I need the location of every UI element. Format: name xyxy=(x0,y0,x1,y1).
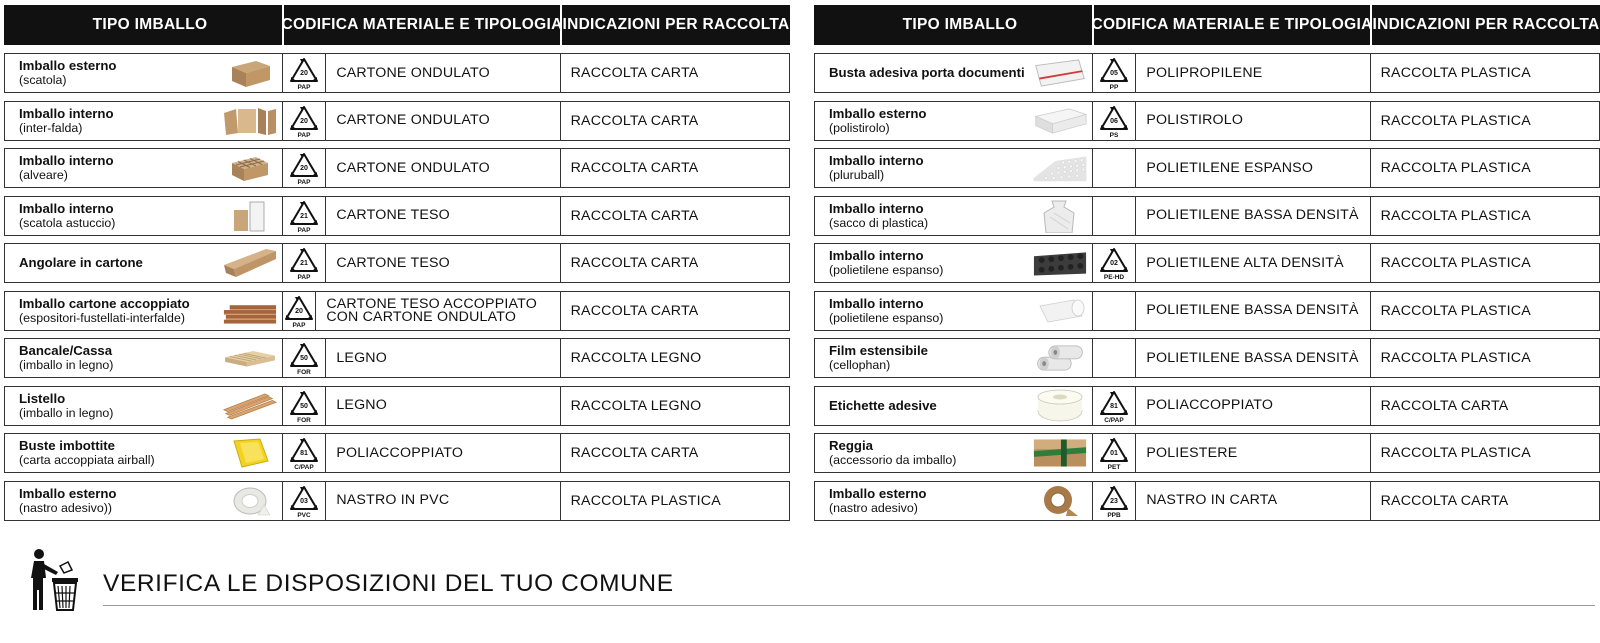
material-cell xyxy=(1092,102,1369,140)
packaging-subtitle: (imballo in legno) xyxy=(19,358,114,372)
collection-cell xyxy=(560,434,789,472)
collection-cell xyxy=(1370,149,1599,187)
packaging-subtitle: (inter-falda) xyxy=(19,120,83,135)
collection-cell xyxy=(1370,482,1599,520)
padded-image xyxy=(222,437,278,469)
packaging-cell xyxy=(5,244,282,282)
packaging-title: Imballo esterno xyxy=(19,58,117,73)
recycle-code-icon xyxy=(283,339,326,377)
collection-cell xyxy=(1370,434,1599,472)
labels-image xyxy=(1032,390,1088,422)
collection-cell xyxy=(1370,244,1599,282)
recycle-code-icon xyxy=(283,102,326,140)
packaging-subtitle: (cellophan) xyxy=(829,358,891,372)
material-cell xyxy=(282,244,559,282)
table-header xyxy=(814,5,1600,45)
material-name: CARTONE TESO ACCOPPIATO CON CARTONE ONDULATO xyxy=(326,295,537,325)
collection-name: RACCOLTA LEGNO xyxy=(570,397,702,414)
packaging-cell xyxy=(815,387,1092,425)
collection-cell xyxy=(1370,197,1599,235)
packaging-cell xyxy=(5,339,282,377)
table-row xyxy=(814,481,1600,521)
svg-text:PAP: PAP xyxy=(297,274,311,280)
collection-name: RACCOLTA PLASTICA xyxy=(1380,160,1531,176)
table-row xyxy=(4,291,790,331)
svg-text:21: 21 xyxy=(300,260,309,267)
svg-text:81: 81 xyxy=(300,450,309,457)
table-row xyxy=(814,101,1600,141)
recycle-code-icon xyxy=(283,54,326,92)
svg-text:03: 03 xyxy=(300,497,309,505)
material-name: LEGNO xyxy=(336,349,387,366)
packaging-subtitle: (sacco di plastica) xyxy=(829,215,929,230)
collection-name: RACCOLTA CARTA xyxy=(570,445,699,461)
packaging-subtitle: (pluruball) xyxy=(829,168,885,182)
film-image xyxy=(1032,342,1088,374)
material-name: POLIETILENE BASSA DENSITÀ xyxy=(1146,302,1359,318)
svg-text:81: 81 xyxy=(1110,402,1119,410)
material-cell xyxy=(1092,482,1369,520)
collection-cell xyxy=(560,244,789,282)
header-tipo-imballo: TIPO IMBALLO xyxy=(902,16,1018,33)
packaging-title: Imballo esterno xyxy=(829,105,927,121)
tape-image xyxy=(222,485,278,517)
packaging-cell xyxy=(815,149,1092,187)
collection-name: RACCOLTA LEGNO xyxy=(570,350,702,366)
recycle-code-icon xyxy=(1093,102,1136,140)
table-row xyxy=(814,386,1600,426)
collection-cell xyxy=(560,387,789,425)
material-cell xyxy=(1092,244,1369,282)
svg-text:PAP: PAP xyxy=(297,226,311,233)
collection-name: RACCOLTA CARTA xyxy=(1380,492,1509,509)
packaging-cell xyxy=(5,292,282,330)
header-raccolta: INDICAZIONI PER RACCOLTA xyxy=(1370,5,1600,45)
packaging-title: Imballo esterno xyxy=(829,485,927,501)
packaging-subtitle: (polietilene espanso) xyxy=(829,263,944,277)
packaging-title: Imballo esterno xyxy=(19,485,117,501)
svg-text:PAP: PAP xyxy=(297,179,311,185)
svg-text:20: 20 xyxy=(300,165,309,172)
packaging-cell xyxy=(815,434,1092,472)
collection-cell xyxy=(560,339,789,377)
material-name: NASTRO IN PVC xyxy=(336,492,450,508)
recycle-code-icon xyxy=(1093,339,1136,377)
strap-image xyxy=(1032,437,1088,469)
recycle-code-icon xyxy=(283,244,326,282)
packaging-subtitle: (carta accoppiata airball) xyxy=(19,453,155,467)
table-row xyxy=(814,53,1600,93)
material-name: NASTRO IN CARTA xyxy=(1146,492,1278,508)
packaging-subtitle: (nastro adesivo)) xyxy=(19,500,112,515)
svg-text:PAP: PAP xyxy=(297,84,311,90)
recycle-code-icon xyxy=(1093,244,1136,282)
table-row xyxy=(4,148,790,188)
packaging-cell xyxy=(5,149,282,187)
collection-cell xyxy=(1370,54,1599,92)
svg-text:PE-HD: PE-HD xyxy=(1104,274,1125,280)
roll-image xyxy=(1032,295,1088,327)
material-name: POLIETILENE BASSA DENSITÀ xyxy=(1146,207,1359,223)
recycle-code-icon xyxy=(1093,434,1136,472)
svg-text:20: 20 xyxy=(295,307,304,315)
packaging-subtitle: (accessorio da imballo) xyxy=(829,453,957,467)
collection-cell xyxy=(560,102,789,140)
header-codifica: CODIFICA MATERIALE E TIPOLOGIA xyxy=(282,5,560,45)
sleeve-image xyxy=(222,200,278,232)
recycle-code-icon xyxy=(1093,197,1136,235)
material-name: CARTONE TESO xyxy=(336,207,450,223)
recycle-code-icon xyxy=(1093,149,1136,187)
collection-cell xyxy=(560,482,789,520)
bag-image xyxy=(1032,200,1088,232)
darkfoam-image xyxy=(1032,247,1088,279)
packaging-subtitle: (scatola) xyxy=(19,73,67,87)
packaging-title: Buste imbottite xyxy=(19,438,115,453)
packaging-cell xyxy=(815,197,1092,235)
grid-image xyxy=(222,152,278,184)
material-cell xyxy=(282,102,559,140)
table-row xyxy=(4,433,790,473)
material-name: POLIETILENE ALTA DENSITÀ xyxy=(1146,254,1344,271)
packaging-title: Imballo interno xyxy=(829,248,924,263)
material-cell xyxy=(282,482,559,520)
packaging-subtitle: (nastro adesivo) xyxy=(829,500,918,515)
material-cell xyxy=(1092,387,1369,425)
collection-name: RACCOLTA CARTA xyxy=(570,255,699,271)
svg-text:PVC: PVC xyxy=(297,511,311,518)
svg-text:02: 02 xyxy=(1110,260,1119,267)
svg-text:20: 20 xyxy=(300,117,309,125)
svg-text:FOR: FOR xyxy=(297,416,312,423)
material-name: CARTONE ONDULATO xyxy=(336,64,490,81)
material-cell xyxy=(1092,339,1369,377)
material-cell xyxy=(1092,292,1369,330)
svg-text:PS: PS xyxy=(1109,131,1119,138)
packaging-subtitle: (imballo in legno) xyxy=(19,405,114,420)
packaging-title: Reggia xyxy=(829,438,873,453)
svg-text:PPB: PPB xyxy=(1107,511,1121,518)
packaging-title: Bancale/Cassa xyxy=(19,343,113,358)
recycle-code-icon xyxy=(283,149,326,187)
packaging-cell xyxy=(815,102,1092,140)
packaging-cell xyxy=(5,54,282,92)
table-row xyxy=(814,243,1600,283)
svg-text:PET: PET xyxy=(1107,464,1121,470)
svg-text:23: 23 xyxy=(1110,497,1119,505)
packaging-title: Imballo interno xyxy=(829,295,924,311)
svg-text:50: 50 xyxy=(300,402,309,410)
material-name: POLIPROPILENE xyxy=(1146,64,1263,81)
svg-text:PP: PP xyxy=(1109,84,1119,90)
box-image xyxy=(222,57,278,89)
collection-cell xyxy=(560,54,789,92)
recycle-code-icon xyxy=(283,434,326,472)
collection-name: RACCOLTA PLASTICA xyxy=(1380,255,1531,271)
svg-text:FOR: FOR xyxy=(297,369,312,375)
packaging-cell xyxy=(815,54,1092,92)
collection-cell xyxy=(1370,387,1599,425)
material-cell xyxy=(282,339,559,377)
flaps-image xyxy=(222,105,278,137)
packaging-cell xyxy=(5,197,282,235)
table-row xyxy=(4,101,790,141)
material-cell xyxy=(1092,54,1369,92)
recycle-code-icon xyxy=(1093,54,1136,92)
packaging-subtitle: (polistirolo) xyxy=(829,120,890,135)
table-row xyxy=(4,53,790,93)
material-name: POLIACCOPPIATO xyxy=(1146,397,1274,413)
packaging-title: Film estensibile xyxy=(829,343,928,358)
packaging-cell xyxy=(5,434,282,472)
collection-cell xyxy=(560,149,789,187)
material-name: CARTONE TESO xyxy=(336,254,450,271)
svg-text:50: 50 xyxy=(300,355,309,362)
header-tipo-imballo: TIPO IMBALLO xyxy=(92,16,208,33)
collection-name: RACCOLTA CARTA xyxy=(1380,397,1509,414)
table-row xyxy=(814,196,1600,236)
material-cell xyxy=(282,434,559,472)
material-cell xyxy=(1092,149,1369,187)
table-row xyxy=(814,338,1600,378)
packaging-cell xyxy=(5,482,282,520)
material-cell xyxy=(282,387,559,425)
svg-text:C/PAP: C/PAP xyxy=(294,464,315,470)
recycle-code-icon xyxy=(283,197,326,235)
packaging-title: Etichette adesive xyxy=(829,397,937,413)
collection-name: RACCOLTA PLASTICA xyxy=(570,492,721,509)
packaging-subtitle: (scatola astuccio) xyxy=(19,215,116,230)
recycle-code-icon xyxy=(1093,482,1136,520)
collection-name: RACCOLTA CARTA xyxy=(570,302,699,319)
collection-cell xyxy=(560,292,789,330)
footer-divider xyxy=(103,605,1595,606)
header-raccolta: INDICAZIONI PER RACCOLTA xyxy=(560,5,790,45)
material-cell xyxy=(1092,434,1369,472)
papertape-image xyxy=(1032,485,1088,517)
stack-image xyxy=(222,295,278,327)
table-row xyxy=(814,433,1600,473)
packaging-subtitle: (polietilene espanso) xyxy=(829,310,944,325)
recycle-code-icon xyxy=(1093,292,1136,330)
collection-name: RACCOLTA CARTA xyxy=(570,207,699,224)
svg-text:05: 05 xyxy=(1110,70,1119,77)
material-cell xyxy=(282,54,559,92)
table-row xyxy=(814,148,1600,188)
collection-cell xyxy=(1370,102,1599,140)
svg-text:PAP: PAP xyxy=(297,131,311,138)
material-cell xyxy=(282,292,559,330)
packaging-subtitle: (espositori-fustellati-interfalde) xyxy=(19,310,185,325)
collection-name: RACCOLTA PLASTICA xyxy=(1380,112,1531,129)
material-name: CARTONE ONDULATO xyxy=(336,112,490,128)
bubble-image xyxy=(1032,152,1088,184)
envelope-image xyxy=(1032,57,1088,89)
packaging-title: Imballo interno xyxy=(19,105,114,121)
packaging-subtitle: (alveare) xyxy=(19,168,68,182)
packaging-cell xyxy=(5,387,282,425)
material-name: POLIESTERE xyxy=(1146,444,1238,461)
collection-name: RACCOLTA CARTA xyxy=(570,112,699,129)
collection-name: RACCOLTA PLASTICA xyxy=(1380,65,1531,81)
right-table xyxy=(814,5,1600,521)
collection-name: RACCOLTA PLASTICA xyxy=(1380,302,1531,319)
table-row xyxy=(4,243,790,283)
packaging-cell xyxy=(5,102,282,140)
collection-cell xyxy=(1370,339,1599,377)
material-name: POLIETILENE ESPANSO xyxy=(1146,159,1314,176)
collection-name: RACCOLTA CARTA xyxy=(570,65,699,81)
collection-name: RACCOLTA PLASTICA xyxy=(1380,445,1531,461)
table-row xyxy=(4,196,790,236)
svg-text:C/PAP: C/PAP xyxy=(1104,416,1125,423)
material-name: LEGNO xyxy=(336,397,387,413)
svg-text:06: 06 xyxy=(1110,117,1119,125)
sticks-image xyxy=(222,390,278,422)
packaging-title: Angolare in cartone xyxy=(19,255,143,270)
packaging-cell xyxy=(815,244,1092,282)
collection-name: RACCOLTA CARTA xyxy=(570,160,699,176)
recycle-code-icon xyxy=(283,292,316,330)
pallet-image xyxy=(222,342,278,374)
svg-text:01: 01 xyxy=(1110,450,1119,457)
packaging-title: Imballo interno xyxy=(19,200,114,216)
material-cell xyxy=(282,197,559,235)
collection-name: RACCOLTA PLASTICA xyxy=(1380,350,1531,366)
packaging-cell xyxy=(815,339,1092,377)
packaging-title: Imballo interno xyxy=(829,200,924,216)
material-cell xyxy=(282,149,559,187)
svg-text:20: 20 xyxy=(300,70,309,77)
material-name: POLIACCOPPIATO xyxy=(336,444,464,461)
packaging-title: Busta adesiva porta documenti xyxy=(829,65,1025,80)
foam-image xyxy=(1032,105,1088,137)
svg-text:PAP: PAP xyxy=(292,321,306,328)
recycle-code-icon xyxy=(283,387,326,425)
table-row xyxy=(4,481,790,521)
header-codifica: CODIFICA MATERIALE E TIPOLOGIA xyxy=(1092,5,1370,45)
recycle-code-icon xyxy=(1093,387,1136,425)
svg-text:21: 21 xyxy=(300,212,309,220)
packaging-title: Listello xyxy=(19,390,66,406)
collection-name: RACCOLTA PLASTICA xyxy=(1380,207,1531,224)
material-name: POLIETILENE BASSA DENSITÀ xyxy=(1146,349,1359,366)
table-row xyxy=(4,386,790,426)
packaging-title: Imballo interno xyxy=(19,153,114,168)
recycle-code-icon xyxy=(283,482,326,520)
packaging-title: Imballo cartone accoppiato xyxy=(19,295,190,311)
footer-notice: VERIFICA LE DISPOSIZIONI DEL TUO COMUNE xyxy=(103,570,674,597)
angle-image xyxy=(222,247,278,279)
collection-cell xyxy=(560,197,789,235)
collection-cell xyxy=(1370,292,1599,330)
table-row xyxy=(814,291,1600,331)
table-header xyxy=(4,5,790,45)
packaging-cell xyxy=(815,482,1092,520)
material-cell xyxy=(1092,197,1369,235)
material-name: CARTONE ONDULATO xyxy=(336,159,490,176)
trash-person-icon xyxy=(24,548,84,617)
material-name: POLISTIROLO xyxy=(1146,112,1244,128)
table-row xyxy=(4,338,790,378)
left-table xyxy=(4,5,790,521)
packaging-title: Imballo interno xyxy=(829,153,924,168)
packaging-cell xyxy=(815,292,1092,330)
